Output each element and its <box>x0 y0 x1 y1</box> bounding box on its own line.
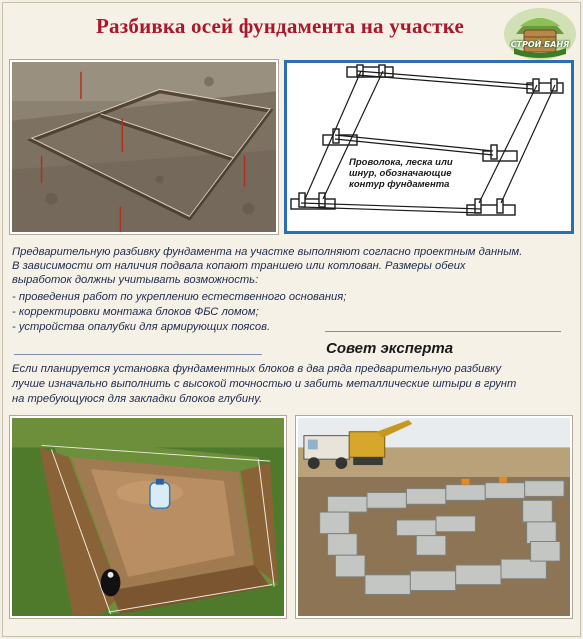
photo-trench <box>10 416 286 618</box>
expert-tip-heading: Совет эксперта <box>326 340 454 357</box>
intro-line-1: Предварительную разбивку фундамента на участке выполняют согласно проектным данным. <box>12 246 523 258</box>
photo-site-marking <box>10 60 278 234</box>
logo-text: СТРОЙ БАНЯ <box>510 40 570 49</box>
page-title: Разбивка осей фундамента на участке <box>96 14 464 38</box>
expert-line-3: на требующуюся для закладки блоков глубину. <box>12 393 263 405</box>
intro-line-3: выработок должны учитывать возможность: <box>12 274 259 286</box>
photo-foundation-blocks <box>296 416 572 618</box>
diagram-label: Проволока, леска или шнур, обозначающие контур фундамента <box>349 157 453 190</box>
divider <box>14 354 262 355</box>
logo-icon <box>502 4 578 62</box>
list-item: - корректировки монтажа блоков ФБС ломом; <box>12 306 259 318</box>
expert-line-1: Если планируется установка фундаментных блоков в два ряда предварительную разбивку <box>12 363 502 375</box>
expert-line-2: лучше изначально выполнить с высокой точностью и забить металлические штыри в грунт <box>12 378 517 390</box>
foundation-outline-diagram <box>284 60 574 234</box>
list-item: - устройства опалубки для армирующих поясов. <box>12 321 271 333</box>
list-item: - проведения работ по укреплению естественного основания; <box>12 291 347 303</box>
intro-line-2: В зависимости от наличия подвала копают траншею или котлован. Размеры обеих <box>12 260 466 272</box>
divider <box>325 331 561 332</box>
